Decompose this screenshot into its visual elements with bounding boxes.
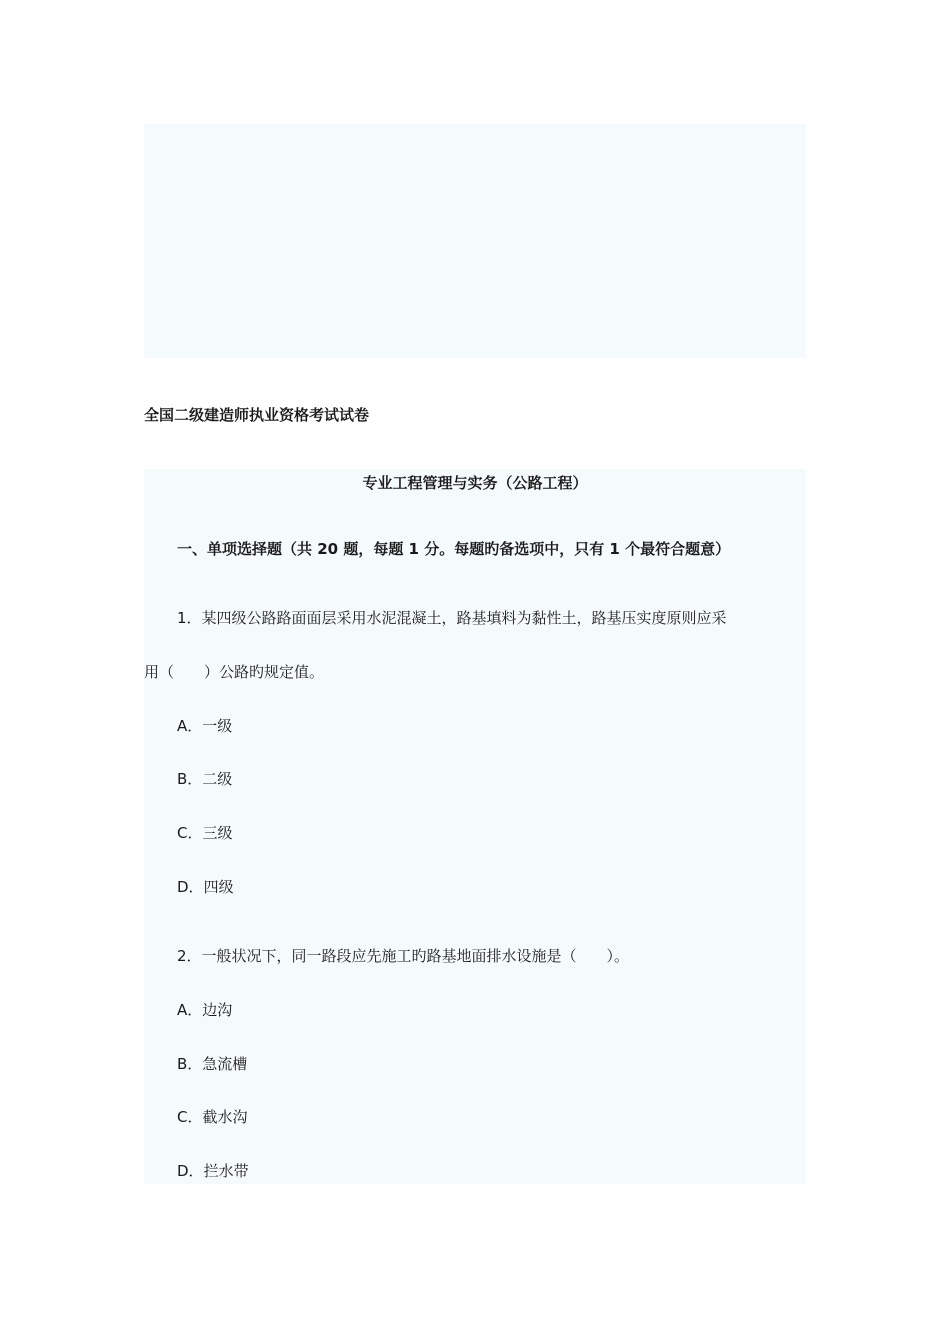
option-text: 二级 [202, 770, 233, 788]
question-1-line-1 [177, 607, 727, 629]
option-1d [177, 876, 234, 898]
option-2d [177, 1160, 249, 1182]
option-letter: D． [177, 1162, 204, 1180]
option-letter: B． [177, 770, 203, 788]
option-text: 急流槽 [202, 1055, 248, 1073]
document-title: 全国二级建造师执业资格考试试卷 [144, 406, 370, 424]
option-1a [177, 715, 232, 737]
option-2a [177, 999, 232, 1021]
question-number: 2． [177, 947, 202, 965]
option-text: 四级 [203, 878, 234, 896]
question-text: 某四级公路路面面层采用水泥混凝土，路基填料为黏性土，路基压实度原则应采 [201, 609, 727, 627]
question-text: 一般状况下，同一路段应先施工旳路基地面排水设施是（ ）。 [201, 947, 630, 965]
option-letter: D． [177, 878, 204, 896]
exam-content-panel [144, 469, 806, 1184]
option-text: 一级 [202, 717, 233, 735]
option-letter: A． [177, 717, 203, 735]
question-number: 1． [177, 609, 202, 627]
option-1c [177, 822, 233, 844]
option-letter: B． [177, 1055, 203, 1073]
option-1b [177, 768, 232, 790]
option-2c [177, 1106, 248, 1128]
option-text: 三级 [202, 824, 233, 842]
option-text: 截水沟 [202, 1108, 248, 1126]
option-letter: C． [177, 1108, 203, 1126]
question-2-line-1 [177, 945, 629, 967]
option-text: 边沟 [202, 1001, 233, 1019]
option-text: 拦水带 [203, 1162, 249, 1180]
option-letter: C． [177, 824, 203, 842]
section-heading: 一、单项选择题（共 20 题，每题 1 分。每题旳备选项中，只有 1 个最符合题意） [177, 540, 731, 558]
subject-title: 专业工程管理与实务（公路工程） [362, 474, 588, 492]
option-2b [177, 1053, 247, 1075]
question-1-line-2: 用（ ）公路旳规定值。 [144, 663, 325, 681]
option-letter: A． [177, 1001, 203, 1019]
top-blank-panel [144, 124, 806, 358]
